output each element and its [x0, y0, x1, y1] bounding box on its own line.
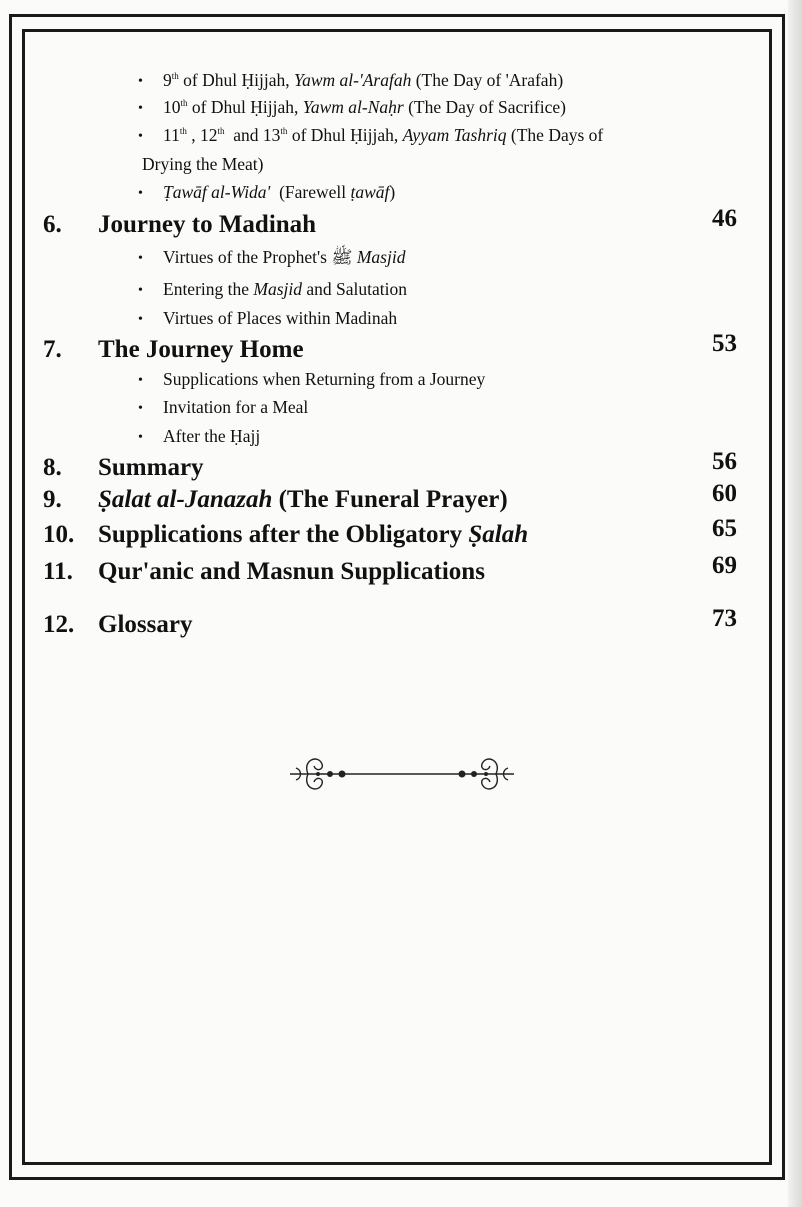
entry-title: Glossary	[98, 611, 193, 638]
text: th	[280, 126, 288, 136]
bullet: •	[138, 101, 143, 116]
entry-page: 73	[712, 605, 737, 632]
text: ṭawāf	[350, 182, 390, 202]
entry-title: (The Funeral Prayer)	[272, 486, 508, 513]
text: 11	[163, 125, 180, 145]
list-item	[138, 97, 566, 118]
entry-page: 69	[712, 552, 737, 579]
inner-border	[22, 29, 772, 1165]
bullet: •	[138, 373, 143, 388]
toc-entry-11[interactable]	[43, 552, 747, 586]
text: Yawm al-'Arafah	[293, 70, 412, 90]
entry-title: The Journey Home	[98, 336, 304, 363]
salawat-symbol: ﷺ	[331, 247, 353, 267]
text: (The Day of 'Arafah)	[411, 70, 564, 90]
page-edge	[788, 0, 802, 1207]
entry-title: Supplications after the Obligatory	[98, 521, 469, 548]
bullet: •	[138, 186, 143, 201]
entry-title: Summary	[98, 454, 204, 481]
text: (The Day of Sacrifice)	[403, 97, 566, 117]
entry-page: 53	[712, 330, 737, 357]
toc-entry-9[interactable]	[43, 480, 747, 514]
entry-page: 46	[712, 205, 737, 232]
text: Masjid	[352, 247, 406, 267]
list-item	[138, 246, 405, 272]
text: , 12	[186, 125, 218, 145]
text: th	[180, 98, 188, 108]
text: Invitation for a Meal	[163, 397, 309, 417]
bullet: •	[138, 430, 143, 445]
list-item	[138, 182, 395, 203]
text: and Salutation	[302, 279, 407, 299]
text: th	[179, 126, 187, 136]
list-item	[138, 369, 485, 390]
toc-entry-10[interactable]	[43, 515, 747, 549]
text: of Dhul Ḥijjah,	[287, 125, 403, 145]
text: Ayyam Tashriq	[402, 125, 507, 145]
text: of Dhul Ḥijjah,	[187, 97, 303, 117]
list-item	[138, 397, 308, 418]
entry-title: Journey to Madinah	[98, 211, 317, 238]
entry-title-italic: Ṣalah	[468, 521, 529, 548]
entry-number: 7.	[43, 336, 62, 363]
entry-page: 65	[712, 515, 737, 542]
text: Supplications when Returning from a Journey	[163, 369, 486, 389]
entry-page: 56	[712, 448, 737, 475]
text: th	[171, 71, 179, 81]
text: Virtues of the Prophet's	[163, 247, 332, 267]
text: and 13	[224, 125, 281, 145]
entry-number: 8.	[43, 454, 62, 481]
list-item-continuation: Drying the Meat)	[142, 154, 264, 174]
entry-title: Qur'anic and Masnun Supplications	[98, 558, 485, 585]
text: 9	[163, 70, 172, 90]
list-item	[138, 308, 397, 329]
bullet: •	[138, 283, 143, 298]
entry-page: 60	[712, 480, 737, 507]
toc-entry-12[interactable]	[43, 605, 747, 639]
list-item	[138, 279, 407, 300]
entry-title-italic: Ṣalat al-Janazah	[98, 486, 273, 513]
bullet: •	[138, 401, 143, 416]
text: After the Ḥajj	[163, 426, 261, 446]
toc-entry-8[interactable]	[43, 448, 747, 482]
list-item	[138, 125, 603, 146]
text: 10	[163, 97, 181, 117]
ornament-divider-icon	[288, 750, 516, 798]
text: Ṭawāf al-Wida'	[163, 182, 271, 202]
toc-entry-7[interactable]	[43, 330, 747, 364]
entry-number: 9.	[43, 486, 62, 513]
text: Yawm al-Naḥr	[302, 97, 404, 117]
entry-number: 11.	[43, 558, 73, 585]
list-item	[138, 426, 260, 447]
entry-number: 10.	[43, 521, 75, 548]
list-item	[138, 70, 563, 91]
text: Virtues of Places within Madinah	[163, 308, 398, 328]
entry-number: 12.	[43, 611, 75, 638]
text: th	[217, 126, 225, 136]
bullet: •	[138, 251, 143, 266]
entry-number: 6.	[43, 211, 62, 238]
text: (The Days of	[506, 125, 604, 145]
bullet: •	[138, 312, 143, 327]
text: of Dhul Ḥijjah,	[178, 70, 294, 90]
text: Entering the	[163, 279, 254, 299]
bullet: •	[138, 129, 143, 144]
text: )	[389, 182, 396, 202]
bullet: •	[138, 74, 143, 89]
toc-entry-6[interactable]	[43, 205, 747, 239]
text: Masjid	[253, 279, 303, 299]
text: (Farewell	[270, 182, 351, 202]
